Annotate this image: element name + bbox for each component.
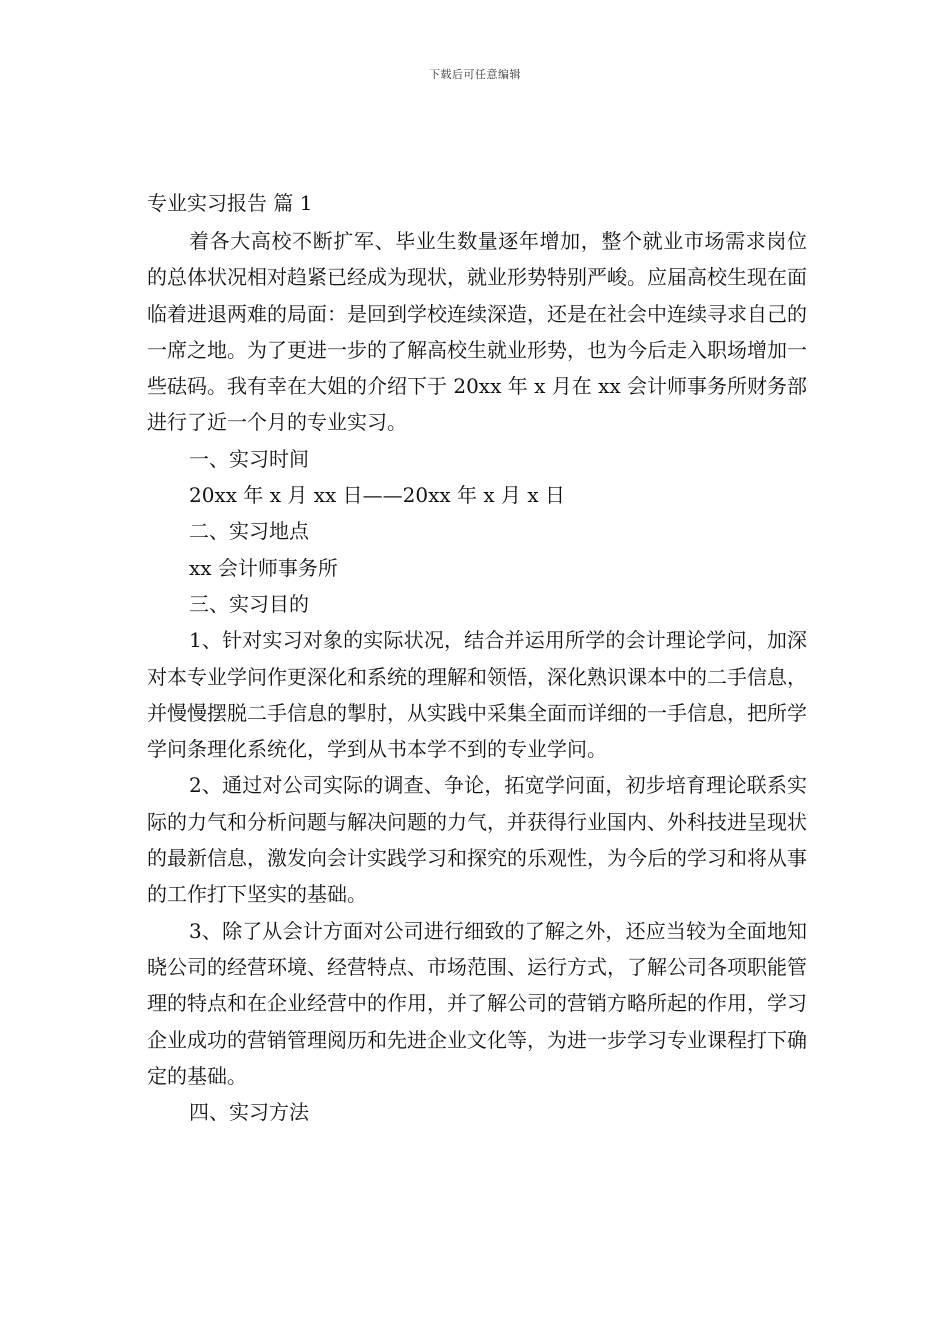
- section-heading-method: 四、实习方法: [189, 1100, 309, 1125]
- section-heading-time: 一、实习时间: [189, 446, 309, 471]
- section-heading-purpose: 三、实习目的: [189, 591, 309, 616]
- header-note: 下载后可任意编辑: [429, 68, 521, 81]
- purpose-item-3: 3、除了从会计方面对公司进行细致的了解之外，还应当较为全面地知晓公司的经营环境、经营特点、市场范围、运行方式，了解公司各项职能管理的特点和在企业经营中的作用，并了解公司的营销方略所起的作用，学习企业成功的营销管理阅历和先进企业文化等，为进一步学习专业课程打下确定的基础。: [147, 918, 807, 1088]
- internship-location: xx 会计师事务所: [189, 555, 338, 580]
- intro-paragraph: 着各大高校不断扩军、毕业生数量逐年增加，整个就业市场需求岗位的总体状况相对趋紧已经成为现状，就业形势特别严峻。应届高校生现在面临着进退两难的局面：是回到学校连续深造，还是在社会中连续寻求自己的一席之地。为了更进一步的了解高校生就业形势，也为今后走入职场增加一些砝码。我有幸在大姐的介绍下于 20xx 年 x 月在 xx 会计师事务所财务部进行了近一个月的专业实习。: [147, 229, 807, 435]
- purpose-item-2: 2、通过对公司实际的调查、争论，拓宽学问面，初步培育理论联系实际的力气和分析问题与解决问题的力气，并获得行业国内、外科技进呈现状的最新信息，激发向会计实践学习和探究的乐观性，为今后的学习和将从事的工作打下坚实的基础。: [147, 773, 807, 907]
- document-title: 专业实习报告 篇 1: [147, 191, 313, 215]
- section-heading-location: 二、实习地点: [189, 519, 309, 544]
- internship-period: 20xx 年 x 月 xx 日——20xx 年 x 月 x 日: [189, 483, 565, 508]
- document-body: [147, 188, 807, 1130]
- purpose-item-1: 1、针对实习对象的实际状况，结合并运用所学的会计理论学问，加深对本专业学问作更深化和系统的理解和领悟，深化熟识课本中的二手信息，并慢慢摆脱二手信息的掣肘，从实践中采集全面而详细的一手信息，把所学学问条理化系统化，学到从书本学不到的专业学问。: [147, 628, 807, 762]
